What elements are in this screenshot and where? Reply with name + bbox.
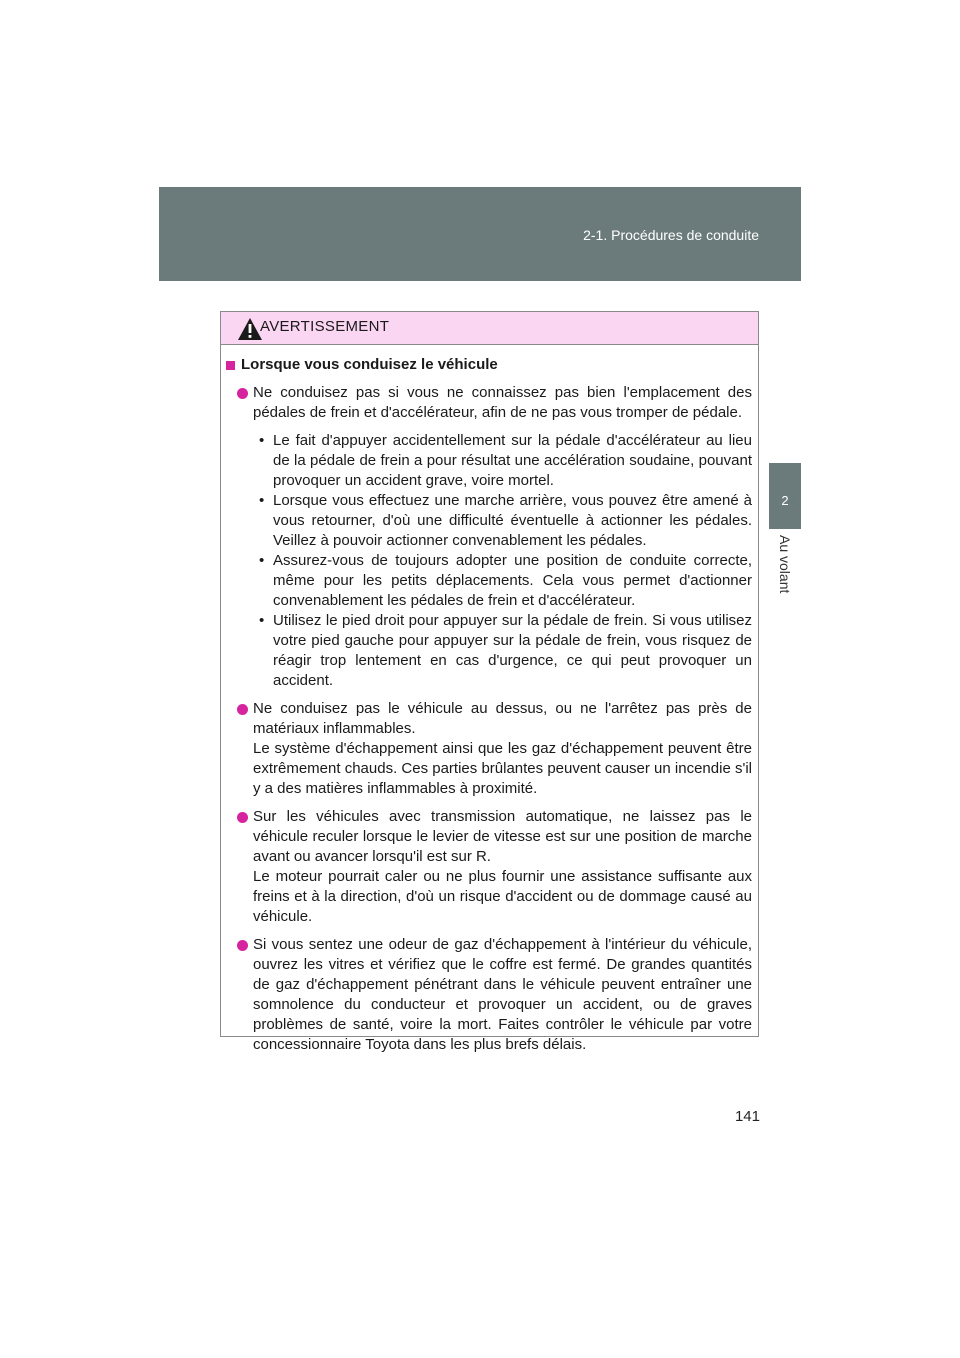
section-title: 2-1. Procédures de conduite [583,227,759,243]
chapter-label: Au volant [777,535,793,594]
sub-list-item-text: Lorsque vous effectuez une marche arrière, vous pouvez être amené à vous retourner, d'où une difficulté éventuelle à actionner les pédales. Veillez à pouvoir actionner convenablement les pédales. [273,492,752,549]
sub-list-item [226,551,752,611]
bullet-dot: • [259,612,265,629]
warning-title: AVERTISSEMENT [260,318,390,335]
warning-header [221,312,758,345]
warning-item [226,935,752,1055]
circle-bullet-icon [237,812,248,823]
sub-list-item-text: Le fait d'appuyer accidentellement sur la pédale d'accélérateur au lieu de la pédale de frein a pour résultat une accélération soudaine, pouvant provoquer un accident grave, voire mortel. [273,432,752,489]
square-bullet-icon [226,361,235,370]
warning-item-text: Si vous sentez une odeur de gaz d'échappement à l'intérieur du véhicule, ouvrez les vitres et vérifiez que le coffre est fermé. De grandes quantités de gaz d'échappement pénétrant dans le véhicule peuvent entraîner une somnolence du conducteur et provoquer un accident, ou de graves problèmes de santé, voire la mort. Faites contrôler le véhicule par votre concessionnaire Toyota dans les plus brefs délais. [253,936,752,1053]
warning-item [226,807,752,927]
warning-item-text: Ne conduisez pas si vous ne connaissez pas bien l'emplacement des pédales de frein et d'accélérateur, afin de ne pas vous tromper de pédale. [253,384,752,421]
warning-item [226,383,752,423]
warning-item-text: Ne conduisez pas le véhicule au dessus, ou ne l'arrêtez pas près de matériaux inflammables. [253,700,752,737]
sub-list [226,431,752,691]
circle-bullet-icon [237,940,248,951]
circle-bullet-icon [237,388,248,399]
warning-box [220,311,759,1053]
sub-list-item [226,611,752,691]
warning-item-note: Le moteur pourrait caler ou ne plus fournir une assistance suffisante aux freins et à la direction, d'où un risque d'accident ou de dommage causé au véhicule. [253,868,752,925]
warning-body [221,345,758,1055]
section-header-band [159,187,801,281]
warning-item-note: Le système d'échappement ainsi que les gaz d'échappement peuvent être extrêmement chauds. Ces parties brûlantes peuvent causer un incendie s'il y a des matières inflammables à proximité. [253,740,752,797]
sub-list-item-text: Assurez-vous de toujours adopter une position de conduite correcte, même pour les petits déplacements. Cela vous permet d'actionner convenablement les pédales de frein et d'accélérateur. [273,552,752,609]
section-heading [226,355,752,375]
bullet-dot: • [259,552,265,569]
page-number: 141 [734,1108,760,1125]
section-heading-text: Lorsque vous conduisez le véhicule [241,356,498,373]
sub-list-item-text: Utilisez le pied droit pour appuyer sur la pédale de frein. Si vous utilisez votre pied gauche pour appuyer sur la pédale de frein, vous risquez de réagir trop lentement en cas d'urgence, ce qui peut provoquer un accident. [273,612,752,689]
warning-item-text: Sur les véhicules avec transmission automatique, ne laissez pas le véhicule reculer lorsque le levier de vitesse est sur une position de marche avant ou avancer lorsqu'il est sur R. [253,808,752,865]
sub-list-item [226,491,752,551]
circle-bullet-icon [237,704,248,715]
bullet-dot: • [259,432,265,449]
sub-list-item [226,431,752,491]
bullet-dot: • [259,492,265,509]
chapter-tab [769,463,801,529]
warning-item [226,699,752,799]
chapter-number: 2 [781,493,789,508]
